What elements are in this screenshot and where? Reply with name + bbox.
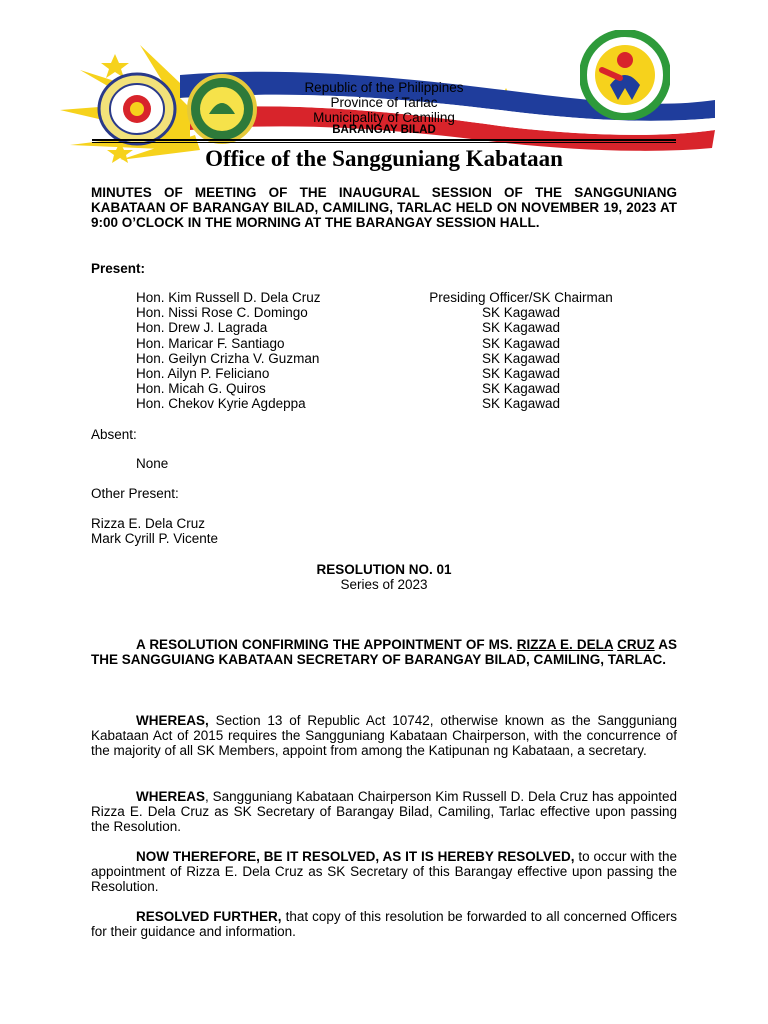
member-role: SK Kagawad xyxy=(481,365,561,381)
other-present-label: Other Present: xyxy=(91,486,179,501)
member-name: Hon. Chekov Kyrie Agdeppa xyxy=(136,396,306,412)
member-row xyxy=(136,290,656,305)
member-row xyxy=(136,351,656,366)
member-name: Hon. Micah G. Quiros xyxy=(136,381,266,397)
paragraph-text: that copy of this resolution be forwarded to all concerned Officers for their guidance and information. xyxy=(91,909,677,939)
resolved-further-paragraph xyxy=(91,909,677,939)
whereas-paragraph xyxy=(91,713,677,758)
member-row xyxy=(136,366,656,381)
resolution-number: RESOLUTION NO. 01 xyxy=(316,562,452,577)
paragraph-lead: RESOLVED FURTHER, xyxy=(136,909,282,924)
whereas-paragraph xyxy=(91,789,677,834)
appointee-name: CRUZ xyxy=(617,637,655,652)
paragraph-text: Section 13 of Republic Act 10742, otherwise known as the Sangguniang Kabataan Act of 2015 requires the Sangguniang Kabataan Chairperson, with the concurrence of the majority of all SK Members, appoint from among the Katipunan ng Kabataan, a secretary. xyxy=(91,713,677,758)
member-row xyxy=(136,305,656,320)
header-municipality: Municipality of Camiling xyxy=(313,110,455,125)
present-label: Present: xyxy=(91,261,146,276)
absent-label: Absent: xyxy=(91,427,137,442)
member-list xyxy=(136,290,656,412)
paragraph-lead: WHEREAS xyxy=(136,789,206,804)
appointee-name: RIZZA E. DELA xyxy=(516,637,614,652)
member-name: Hon. Geilyn Crizha V. Guzman xyxy=(136,350,320,366)
other-present-name: Mark Cyrill P. Vicente xyxy=(91,531,219,546)
member-role: SK Kagawad xyxy=(481,335,561,351)
member-name: Hon. Nissi Rose C. Domingo xyxy=(136,305,308,321)
member-role: SK Kagawad xyxy=(481,320,561,336)
member-role: Presiding Officer/SK Chairman xyxy=(429,290,613,305)
member-name: Hon. Ailyn P. Feliciano xyxy=(136,365,270,381)
office-title: Office of the Sangguniang Kabataan xyxy=(205,146,563,171)
member-name: Hon. Maricar F. Santiago xyxy=(136,335,285,351)
resolution-title-part: AS THE SANGGUIANG KABATAAN SECRETARY OF BARANGAY BILAD, xyxy=(91,637,678,667)
member-role: SK Kagawad xyxy=(481,381,561,397)
member-row xyxy=(136,396,656,411)
resolution-title-part: A RESOLUTION CONFIRMING THE APPOINTMENT OF MS. xyxy=(136,637,513,652)
header-republic: Republic of the Philippines xyxy=(304,80,464,95)
header-province: Province of Tarlac xyxy=(330,95,438,110)
resolution-series: Series of 2023 xyxy=(340,577,428,592)
member-name: Hon. Kim Russell D. Dela Cruz xyxy=(136,290,321,305)
paragraph-text: to occur with the appointment of Rizza E. Dela Cruz as SK Secretary of this Barangay effective upon passing the Resolution. xyxy=(91,849,677,894)
member-row xyxy=(136,336,656,351)
header-rule-top xyxy=(92,139,676,141)
member-row xyxy=(136,381,656,396)
paragraph-text: , Sangguniang Kabataan Chairperson Kim Russell D. Dela Cruz has appointed Rizza E. Dela Cruz as SK Secretary of Barangay Bilad, Camiling, Tarlac effective upon passing the Resolution. xyxy=(91,789,677,834)
minutes-title: MINUTES OF MEETING OF THE INAUGURAL SESSION OF THE SANGGUNIANG KABATAAN OF BARANGAY BILAD, CAMILING, TARLAC HELD ON NOVEMBER 19, 2023 AT 9:00 O’CLOCK IN THE MORNING AT THE BARANGAY SESSION HALL. xyxy=(91,185,677,230)
absent-value: None xyxy=(136,456,169,471)
paragraph-lead: NOW THEREFORE, BE IT RESOLVED, AS IT IS HEREBY RESOLVED, xyxy=(136,849,575,864)
member-name: Hon. Drew J. Lagrada xyxy=(136,320,268,336)
resolution-title xyxy=(91,637,677,667)
member-role: SK Kagawad xyxy=(481,350,561,366)
member-role: SK Kagawad xyxy=(481,396,561,412)
member-row xyxy=(136,320,656,335)
resolution-title-part: CAMILING, TARLAC. xyxy=(533,652,667,667)
header-rule-bottom xyxy=(92,142,676,143)
member-role: SK Kagawad xyxy=(481,305,561,321)
resolved-paragraph xyxy=(91,849,677,894)
paragraph-lead: WHEREAS, xyxy=(136,713,209,728)
other-present-name: Rizza E. Dela Cruz xyxy=(91,516,206,531)
header-barangay: BARANGAY BILAD xyxy=(332,124,436,136)
